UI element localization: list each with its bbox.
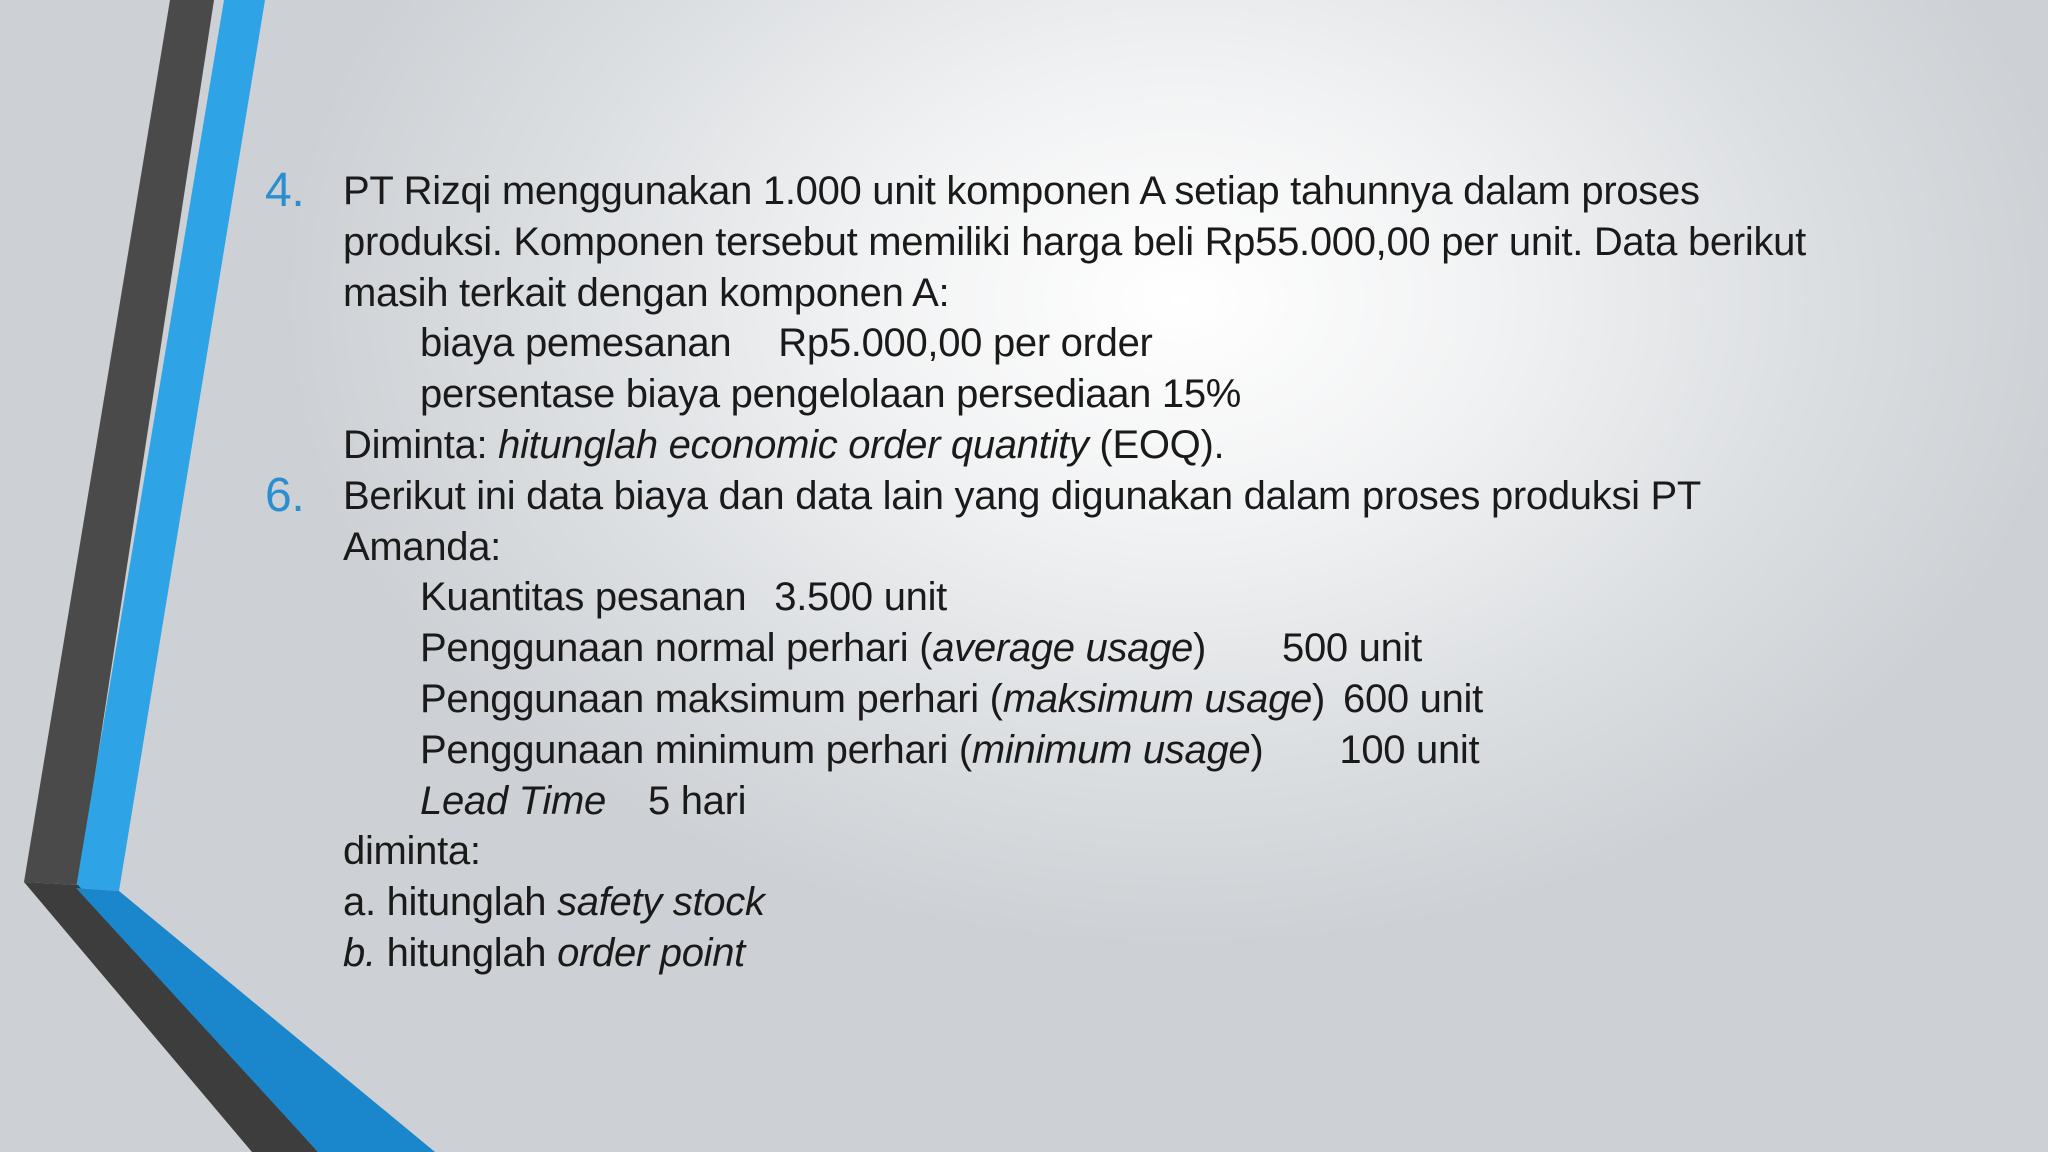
question-text-line: masih terkait dengan komponen A:: [343, 270, 950, 315]
request-italic: order point: [557, 930, 745, 975]
data-label-italic: Lead Time: [420, 778, 606, 823]
request-item-b: [343, 928, 2003, 979]
data-row-average-usage: [343, 623, 2003, 674]
data-row-holding-cost: [343, 369, 2003, 420]
question-request: [343, 420, 2003, 471]
data-row-ordering-cost: [343, 318, 2003, 369]
data-label: Penggunaan minimum perhari (: [420, 727, 972, 772]
request-item-a: [343, 877, 2003, 928]
data-row-minimum-usage: [343, 725, 2003, 776]
data-label: ): [1192, 626, 1207, 671]
request-letter: b.: [343, 930, 376, 975]
question-6: [265, 468, 2003, 979]
data-value: 500 unit: [1282, 626, 1422, 671]
data-value: 3.500 unit: [774, 575, 947, 620]
question-4: [265, 164, 2003, 471]
data-label: Kuantitas pesanan: [420, 575, 747, 620]
data-row-lead-time: [343, 776, 2003, 827]
data-label-italic: maksimum usage: [1002, 676, 1312, 721]
question-number: 4.: [265, 164, 305, 217]
data-label: Penggunaan normal perhari (: [420, 626, 933, 671]
data-label: Penggunaan maksimum perhari (: [420, 676, 1003, 721]
data-value: 600 unit: [1343, 676, 1483, 721]
request-suffix: (EOQ).: [1088, 422, 1225, 467]
slide-body: [265, 164, 2003, 979]
question-text-line: PT Rizqi menggunakan 1.000 unit komponen A setiap tahunnya dalam proses: [343, 169, 1700, 213]
data-value: Rp5.000,00 per order: [778, 321, 1153, 366]
question-text-line: Berikut ini data biaya dan data lain yang digunakan dalam proses produksi PT: [343, 473, 1702, 518]
question-text-line: Amanda:: [343, 524, 501, 569]
request-italic: hitunglah economic order quantity: [498, 422, 1089, 467]
request-prefix: hitunglah: [375, 930, 558, 975]
request-prefix: Diminta:: [343, 422, 499, 467]
data-value: 100 unit: [1339, 727, 1480, 772]
data-row-maximum-usage: [343, 674, 2003, 725]
data-label: biaya pemesanan: [420, 321, 732, 366]
data-label-italic: minimum usage: [971, 727, 1251, 772]
data-row-order-quantity: [343, 572, 2003, 623]
dark-diagonal-bar: [24, 882, 318, 1152]
question-text-line: produksi. Komponen tersebut memiliki harga beli Rp55.000,00 per unit. Data berikut: [343, 219, 1806, 264]
request-italic: safety stock: [557, 880, 765, 925]
question-request: diminta:: [343, 829, 481, 874]
request-prefix: a. hitunglah: [343, 880, 558, 925]
data-value: 5 hari: [647, 778, 747, 823]
data-label-italic: average usage: [932, 626, 1193, 671]
question-number: 6.: [265, 468, 305, 522]
data-label: ): [1311, 676, 1325, 721]
data-label: persentase biaya pengelolaan persediaan 15%: [420, 372, 1242, 417]
data-label: ): [1250, 727, 1264, 772]
